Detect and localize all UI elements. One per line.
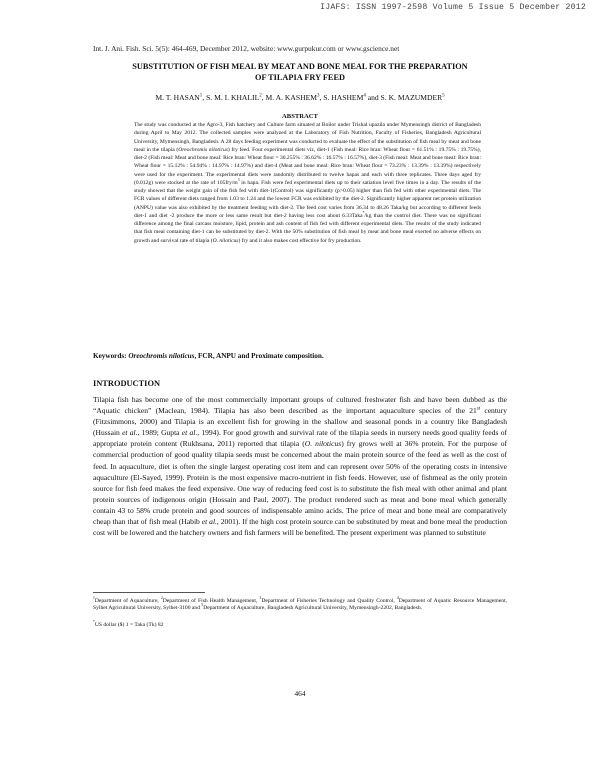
author-3: , M. A. KASHEM [261,93,317,102]
fn-affil-4: Department of Aquatic Resource Management, Sylhet Agricultural University, Sylhet-3100 and [93,598,507,612]
fn-affil-3: Department of Fisheries Technology and Quality Control, [261,598,397,604]
page-number: 464 [294,689,306,698]
fn-affil-2: Department of Fish Health Management, [162,598,260,604]
paper-title [95,61,505,83]
fn-mark-4: 4 [396,596,399,601]
abstract-heading: ABSTRACT [282,113,318,120]
journal-banner: IJAFS: ISSN 1997-2598 Volume 5 Issue 5 December 2012 [320,3,586,12]
affil-mark-3: 3 [316,93,320,99]
abstract-body [134,121,481,245]
keywords-species: Oreochromis niloticus [128,352,195,360]
abstract-species-2: O. niloticus [212,237,239,244]
intro-text-5: ) fry grows well at 36% protein. For the purpose of commercial production of good quality tilapia seeds must be concerned about the main protein source of the feed as well as the cost of feed. In aquaculture, diet is often the single largest operating cost item and can represent over 50% of the operating costs in intensive aquaculture (El-Sayed, 1999). Protein is the most expensive macro-nutrient in fish feeds. However, use of fishmeal as the only protein source for fish feed makes the feed expensive. One way of reducing feed cost is to substitute the fish meal with other animal and plant protein sources of indigenous origin (Hossain and Paul, 2007). The product rendered such as meat and bone meal which generally contain 43 to 58% crude protein and good sources of indispensable amino acids. The price of meat and bone meal are comparatively cheap than that of fish meal (Habib [93,439,507,527]
fn-mark-1: 1 [93,596,95,601]
affil-mark-1: 1 [199,93,203,99]
abstract-text-4: /kg than the control diet. There was no significant difference among the final carcass moisture, lipid, protein and ash content of fish fed with different experimental diets. The results of the study indicated that fish meal containing diet-1 can be substituted by diet-2. With the 50% substitution of fish meal by meat and bone meal exerted no adverse effects on growth and survival rate of tilapia ( [134,212,481,244]
affil-mark-5: 5 [442,93,445,99]
author-4: , S. HASHEM [319,93,364,102]
abstract-sup-cubed: 3 [237,177,240,182]
abstract-sup-star: * [362,210,365,215]
intro-text-6: 2001). If the high cost protein source can be substituted by meat and bone meal the production cost will be lowered and the hatchery owners and fish farmers will be benefited. The present experiment was planned to substitute [93,517,508,538]
author-1: M. T. HASAN [155,93,200,102]
fn-affil-5: Department of Aquaculture, Bangladesh Agricultural University, Mymensingh-2202, Bangladesh. [203,605,423,612]
intro-etal-3: et al., [201,517,219,527]
fn-affil-1: Department of Aquaculture, [94,598,161,604]
affil-mark-4: 4 [363,93,366,99]
currency-footnote [93,622,164,628]
footnote-divider [93,592,205,593]
intro-etal-1: et al., [122,428,140,438]
author-list [95,93,505,102]
title-line-1: SUBSTITUTION OF FISH MEAL BY MEAT AND BONE MEAL FOR THE PREPARATION [132,62,468,71]
affiliations-footnote [93,598,507,613]
intro-text-1: Tilapia fish has become one of the most commercially important groups of cultured freshwater fish and have been dubbed as the “Aquatic chicken” (Maclean, 1984). Tilapia has also been described as the important aquaculture species of the 21 [93,395,507,416]
fn-mark-3: 3 [259,596,262,601]
introduction-body [93,394,507,538]
author-2: , S. M. I. KHALIL [202,93,260,102]
affil-mark-2: 2 [259,93,262,99]
introduction-heading: INTRODUCTION [93,379,161,388]
title-line-2: OF TILAPIA FRY FEED [255,73,345,82]
fn-mark-2: 2 [160,596,163,601]
intro-etal-2: et al., [181,428,200,438]
keywords [93,352,513,360]
intro-text-3: 1989; Gupta [139,428,182,438]
abstract-species: Oreochromis niloticus [178,146,228,153]
fn-mark-5: 5 [201,603,204,608]
abstract-text-5: ) fry and it also makes cost effective for fry production. [238,237,362,244]
keywords-rest: , FCR, ANPU and Proximate composition. [194,352,324,360]
intro-species: O. niloticus [304,439,342,449]
intro-sup-st: st [476,406,481,412]
intro-text-4: 1994). For good growth and survival rate of the tilapia seeds in nursery needs good quality feeds of appropriate protein content (Rukhsana, 2011) reported that tilapia ( [93,428,507,449]
keywords-label: Keywords: [93,352,129,360]
abstract-text-2: ) fry feed. Four experimental diets viz, diet-1 (Fish meal: Rice bran: Wheat flour = 61.51% : 19.75% : 19.75%), diet-2 (Fish meal: Meat and bone meal: Rice bran: Wheat flour = 30.255% : 36.62% : 16.57% : 16.57%), diet-3 (Fish meal: Meat and bone meal: Rice bran: Wheat flour = 15.12% : 54.94% : 14.97% : 14.97%) and diet-4 (Meat and bone meal: Rice bran: Wheat flour = 73.23% : 13.39% : 13.39%) respectively were used for the experiment. The experimental diets were randomly distributed to twelve hapas and each with three replicates. Three days aged fry (0.012g) were stocked at the rate of 105fry/m [134,146,481,186]
abstract-text-1: The study was conducted at the Agro-3, Fish hatchery and Culture farm situated at Boilor under Trishal upazila under Mymensingh district of Bangladesh during April to May 2012. The collected samples were analyzed at the Laboratory of Fish Nutrition, Faculty of Fisheries, Bangladesh Agricultural University, Mymensingh, Bangladesh. A 28 days feeding experiment was conducted to evaluate the effect of the substitution of fish meal by meat and bone meal in the tilapia ( [134,122,481,153]
author-5: and S. K. MAZUMDER [365,93,443,102]
intro-text-2: century (Fitzsimmons, 2000) and Tilapia is an excellent fish for growing in the shallow and seasonal ponds in a country like Bangladesh (Hussain [93,406,507,438]
abstract-text-3: in hapa. Fish were fed experimental diets up to their satiation level five times in a day. The results of the study showed that the weight gain of the fish fed with diet-1(Control) was significantly (p>0.05) higher than fish fed with other experimental diets. The FCR values of different diets ranged from 1.03 to 1.24 and the lowest FCR was exhibited by the diet-2. Significantly higher apparent net protein utilization (ANPU) value was also exhibited by the treatment feeding with diet-2. The feed cost varies from 36.34 to 48.26 Taka/kg but according to different feeds diet-1 and diet -2 produce the more or less same result but diet-2 having less cost about 6.33Taka [134,179,481,219]
citation-line: Int. J. Ani. Fish. Sci. 5(5): 464-469, December 2012, website: www.gurpukur.com or www.gscience.net [93,44,400,53]
fn-star: * [93,620,95,625]
currency-note: US dollar ($) 1 = Taka (Tk) 82 [94,622,164,628]
